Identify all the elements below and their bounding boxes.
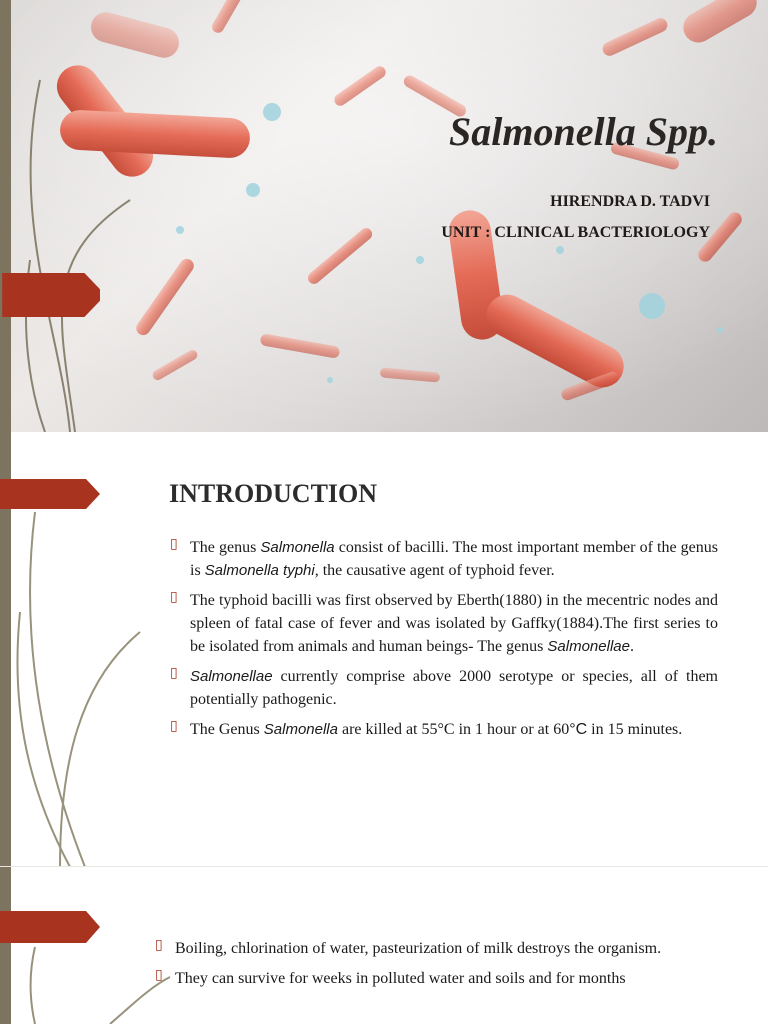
list-item: ▯ Boiling, chlorination of water, pasteurization of milk destroys the organism. xyxy=(155,937,718,960)
list-item: ▯ Salmonellae currently comprise above 2000 serotype or species, all of them potentially pathogenic. xyxy=(170,665,718,711)
red-arrow-tag xyxy=(0,273,100,317)
unit-label: UNIT : CLINICAL BACTERIOLOGY xyxy=(441,224,710,241)
title-slide xyxy=(0,0,768,432)
square-bullet-icon: ▯ xyxy=(170,590,178,605)
continuation-bullets xyxy=(155,937,718,997)
author-name: HIRENDRA D. TADVI xyxy=(550,193,710,210)
slide-title: Salmonella Spp. xyxy=(449,109,718,154)
square-bullet-icon: ▯ xyxy=(170,537,178,552)
square-bullet-icon: ▯ xyxy=(170,666,178,681)
left-accent-bar xyxy=(0,0,11,432)
list-item: ▯ The genus Salmonella consist of bacilli. The most important member of the genus is Salmonella typhi, the causative agent of typhoid fever. xyxy=(170,536,718,582)
list-item: ▯ The typhoid bacilli was first observed by Eberth(1880) in the mecentric nodes and spleen of fatal case of fever and was isolated by Gaffky(1884).The first series to be isolated from animals and human beings- The genus Salmonellae. xyxy=(170,589,718,658)
introduction-slide xyxy=(0,432,768,867)
list-item: ▯ They can survive for weeks in polluted water and soils and for months xyxy=(155,967,718,990)
introduction-bullets xyxy=(170,536,718,748)
red-arrow-tag xyxy=(0,911,100,943)
bacteria-background-image xyxy=(0,0,768,432)
square-bullet-icon: ▯ xyxy=(170,719,178,734)
list-item: ▯ The Genus Salmonella are killed at 55°C in 1 hour or at 60°C in 15 minutes. xyxy=(170,718,718,741)
square-bullet-icon: ▯ xyxy=(155,938,163,953)
square-bullet-icon: ▯ xyxy=(155,968,163,983)
continuation-slide xyxy=(0,867,768,1024)
section-heading: INTRODUCTION xyxy=(169,479,378,508)
red-arrow-tag xyxy=(0,479,100,509)
